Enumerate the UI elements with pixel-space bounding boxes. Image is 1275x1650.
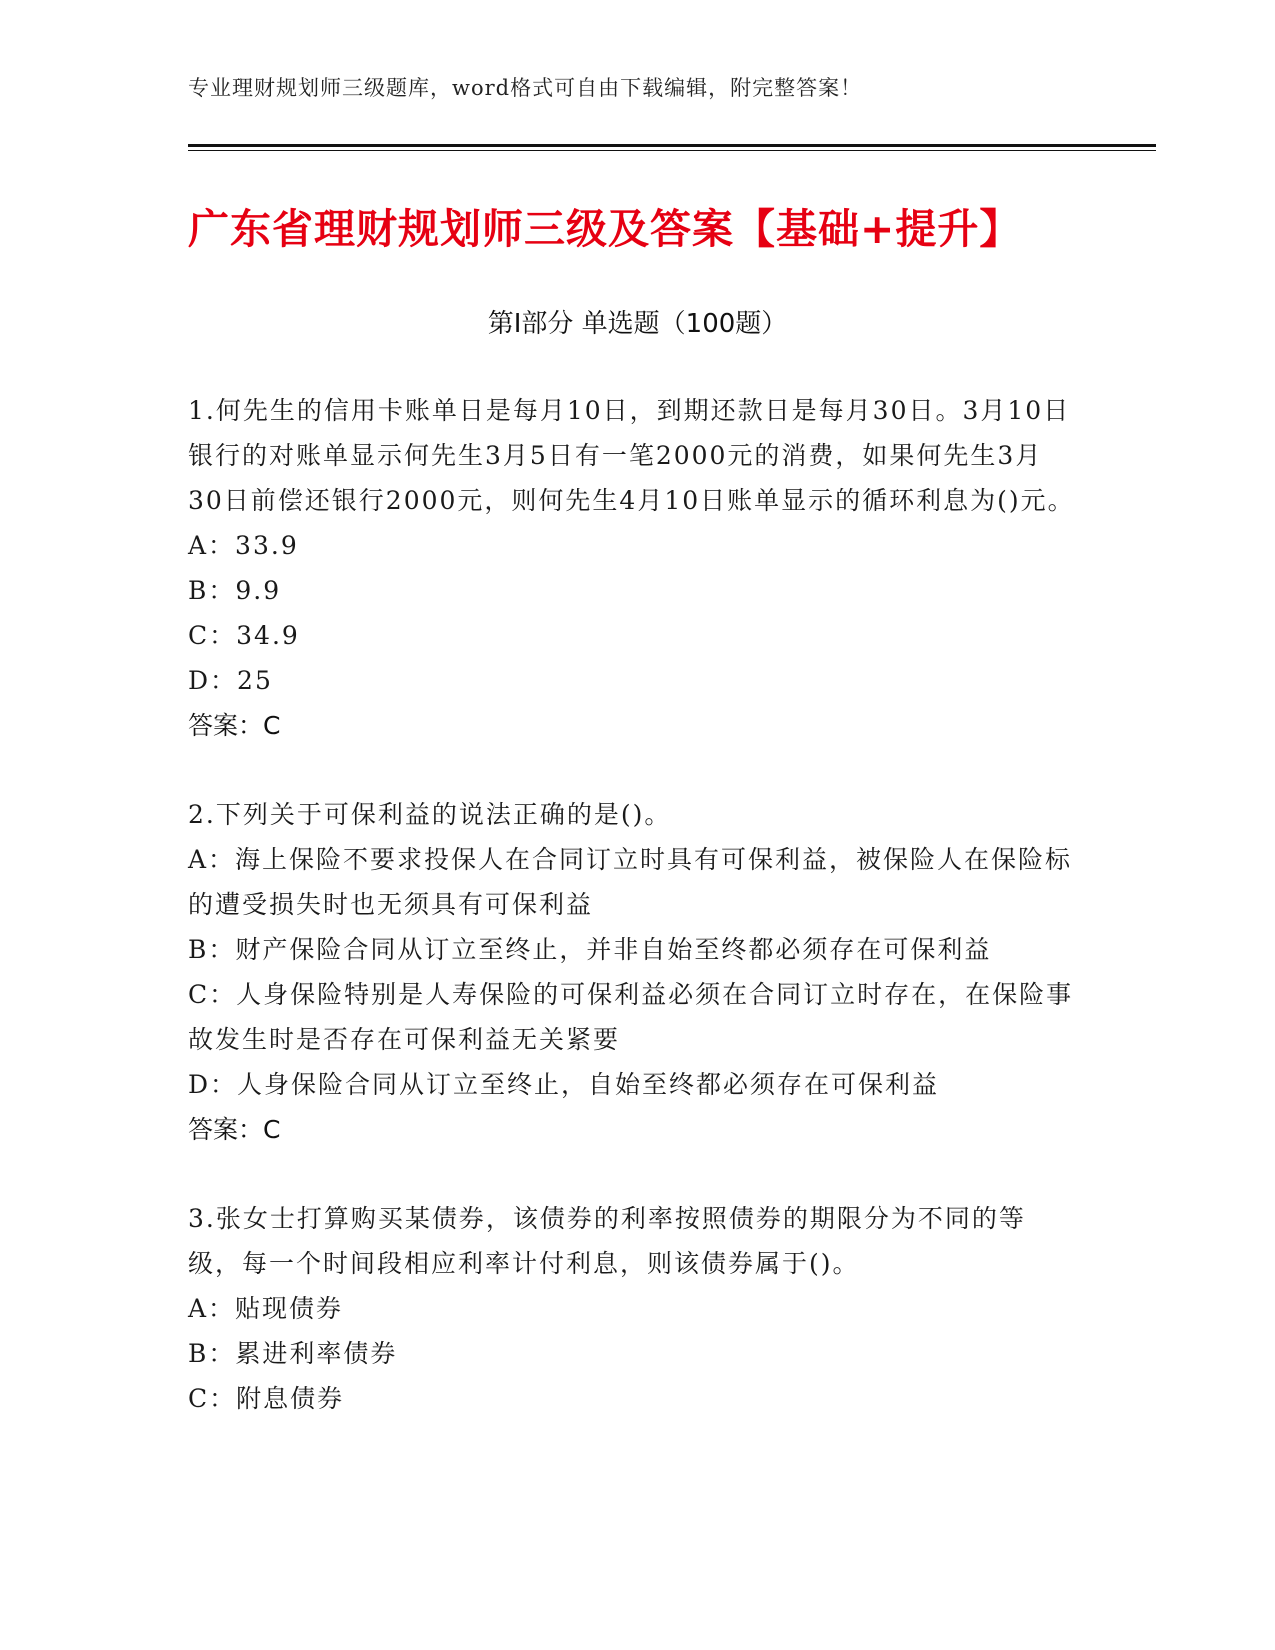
answer-line: 答案：C xyxy=(188,711,281,740)
option-b: B：财产保险合同从订立至终止，并非自始至终都必须存在可保利益 xyxy=(188,935,992,964)
option-b: B：9.9 xyxy=(188,576,282,605)
question-item xyxy=(188,388,1078,748)
option-b: B：累进利率债券 xyxy=(188,1339,398,1368)
option-a: A：海上保险不要求投保人在合同订立时具有可保利益，被保险人在保险标的遭受损失时也无须具有可保利益 xyxy=(188,845,1073,919)
option-d: D：25 xyxy=(188,666,273,695)
answer-line: 答案：C xyxy=(188,1115,281,1144)
option-a: A：贴现债券 xyxy=(188,1294,344,1323)
header-divider-thick xyxy=(188,144,1156,147)
question-stem: 1.何先生的信用卡账单日是每月10日，到期还款日是每月30日。3月10日银行的对账单显示何先生3月5日有一笔2000元的消费，如果何先生3月30日前偿还银行2000元，则何先生4月10日账单显示的循环利息为()元。 xyxy=(188,396,1075,515)
option-c: C：附息债券 xyxy=(188,1384,345,1413)
section-title: 第I部分 单选题（100题） xyxy=(487,309,788,339)
option-a: A：33.9 xyxy=(188,531,299,560)
document-title: 广东省理财规划师三级及答案【基础+提升】 xyxy=(188,205,1022,253)
option-d: D：人身保险合同从订立至终止，自始至终都必须存在可保利益 xyxy=(188,1070,940,1099)
option-c: C：人身保险特别是人寿保险的可保利益必须在合同订立时存在，在保险事故发生时是否存在可保利益无关紧要 xyxy=(188,980,1074,1054)
question-stem: 3.张女士打算购买某债券，该债券的利率按照债券的期限分为不同的等级，每一个时间段相应利率计付利息，则该债券属于()。 xyxy=(188,1204,1026,1278)
question-item xyxy=(188,1196,1078,1421)
option-c: C：34.9 xyxy=(188,621,300,650)
header-divider-thin xyxy=(188,150,1156,151)
question-list xyxy=(188,388,1078,1465)
question-stem: 2.下列关于可保利益的说法正确的是()。 xyxy=(188,800,672,829)
question-item xyxy=(188,792,1078,1152)
header-note: 专业理财规划师三级题库，word格式可自由下载编辑，附完整答案！ xyxy=(188,76,863,100)
